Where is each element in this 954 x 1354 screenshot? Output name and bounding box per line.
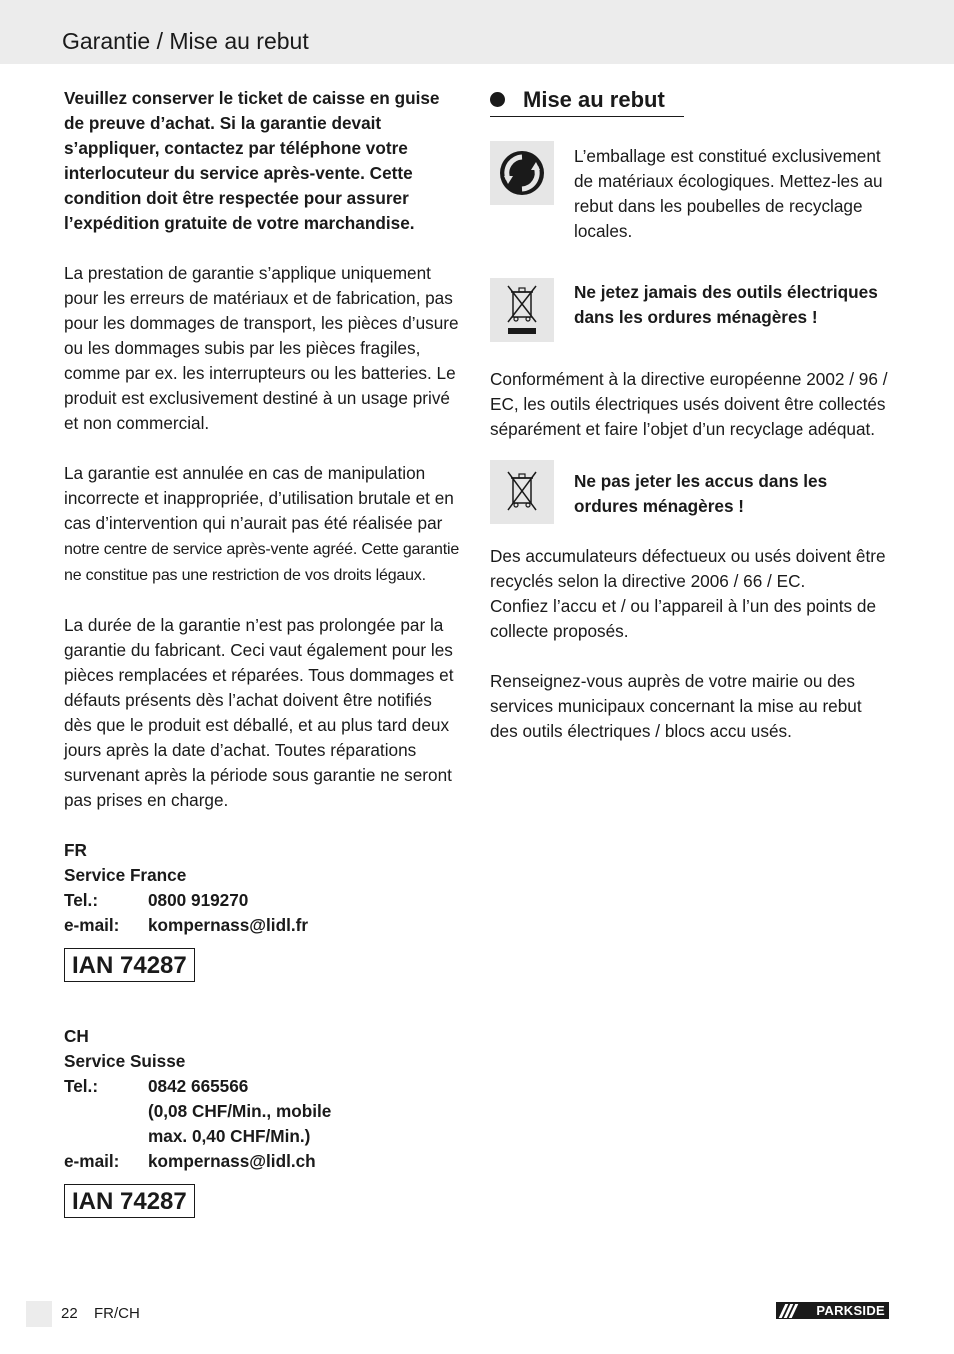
municipal-info-text: Renseignez-vous auprès de votre mairie ou des services municipaux concernant la mise au rebut des outils électriques / blocs accu usés.: [490, 671, 862, 741]
brand-slashes-icon: [782, 1302, 795, 1319]
language-code: FR/CH: [94, 1305, 140, 1322]
email-value-fr: kompernass@lidl.fr: [148, 915, 309, 935]
country-code-fr: FR: [64, 840, 87, 860]
tel-value-ch: 0842 665566: [148, 1076, 249, 1096]
brand-logo: [776, 1302, 889, 1319]
footer-page-marker: [26, 1301, 52, 1327]
crossed-bin-with-bar-icon: [490, 278, 554, 342]
warranty-scope-paragraph: La prestation de garantie s’applique uniquement pour les erreurs de matériaux et de fabrication, pas pour les dommages de transport, les pièces d’usure ou les dommages subis par les pièces fragiles, comme par ex. les interrupteurs ou les batteries. Le produit est exclusivement destiné à un usage privé et non commercial.: [64, 263, 459, 433]
contact-block-ch: [64, 1024, 464, 1218]
section-heading-disposal: [490, 84, 684, 117]
email-label-ch: e-mail:: [64, 1151, 120, 1171]
battery-collection-text: Confiez l’accu et / ou l’appareil à l’un des points de collecte proposés.: [490, 596, 876, 641]
tel-note-1-ch: (0,08 CHF/Min., mobile: [148, 1101, 332, 1121]
crossed-bin-icon: [490, 460, 554, 524]
tel-label-ch: Tel.:: [64, 1076, 99, 1096]
warranty-void-text-b: notre centre de service après-vente agréé. Cette garantie ne constitue pas une restriction de vos droits légaux.: [64, 541, 460, 584]
packaging-row: [490, 141, 890, 244]
email-value-ch: kompernass@lidl.ch: [148, 1151, 316, 1171]
ian-box-ch: IAN 74287: [64, 1184, 195, 1218]
page-number: 22: [61, 1305, 78, 1322]
warranty-void-text-a: La garantie est annulée en cas de manipulation incorrecte et inappropriée, d’utilisation brutale et en cas d’intervention qui n’aurait pas été réalisée par: [64, 463, 454, 533]
contact-block-fr: [64, 838, 464, 982]
left-column: [64, 86, 464, 1218]
service-name-fr: Service France: [64, 865, 187, 885]
ian-box-fr: IAN 74287: [64, 948, 195, 982]
warranty-duration-paragraph: La durée de la garantie n’est pas prolongée par la garantie du fabricant. Ceci vaut également pour les pièces remplacées et réparées. Tous dommages et défauts présents dès l’achat doivent être notifiés dès que le produit est déballé, et au plus tard deux jours après la date d’achat. Toutes réparations survenant après la période sous garantie ne seront pas prises en charge.: [64, 615, 454, 810]
right-column: [490, 84, 890, 744]
green-dot-recycling-icon: [490, 141, 554, 205]
warranty-void-paragraph: [64, 461, 464, 588]
batteries-warning-row: [490, 460, 890, 524]
batteries-warning-text: Ne pas jeter les accus dans les ordures ménagères !: [574, 471, 828, 516]
tools-warning-text: Ne jetez jamais des outils électriques dans les ordures ménagères !: [574, 282, 878, 327]
tel-note-2-ch: max. 0,40 CHF/Min.): [148, 1126, 311, 1146]
country-code-ch: CH: [64, 1026, 89, 1046]
service-name-ch: Service Suisse: [64, 1051, 186, 1071]
bullet-icon: [490, 92, 505, 107]
tel-label-fr: Tel.:: [64, 890, 99, 910]
tools-warning-row: [490, 278, 890, 342]
email-label-fr: e-mail:: [64, 915, 120, 935]
brand-name: PARKSIDE: [816, 1303, 885, 1318]
section-heading-text: Mise au rebut: [523, 86, 665, 112]
tel-value-fr: 0800 919270: [148, 890, 249, 910]
battery-directive-text: Des accumulateurs défectueux ou usés doivent être recyclés selon la directive 2006 / 66 / EC.: [490, 546, 886, 591]
page-title: Garantie / Mise au rebut: [62, 28, 309, 54]
receipt-notice: Veuillez conserver le ticket de caisse en guise de preuve d’achat. Si la garantie devait s’appliquer, contactez par téléphone votre interlocuteur du service après-vente. Cette condition doit être respectée pour assurer l’expédition gratuite de votre marchandise.: [64, 88, 440, 233]
packaging-text: L’emballage est constitué exclusivement de matériaux écologiques. Mettez-les au rebut dans les poubelles de recyclage locales.: [574, 146, 883, 241]
directive-text: Conformément à la directive européenne 2002 / 96 / EC, les outils électriques usés doivent être collectés séparément et faire l’objet d’un recyclage adéquat.: [490, 369, 888, 439]
